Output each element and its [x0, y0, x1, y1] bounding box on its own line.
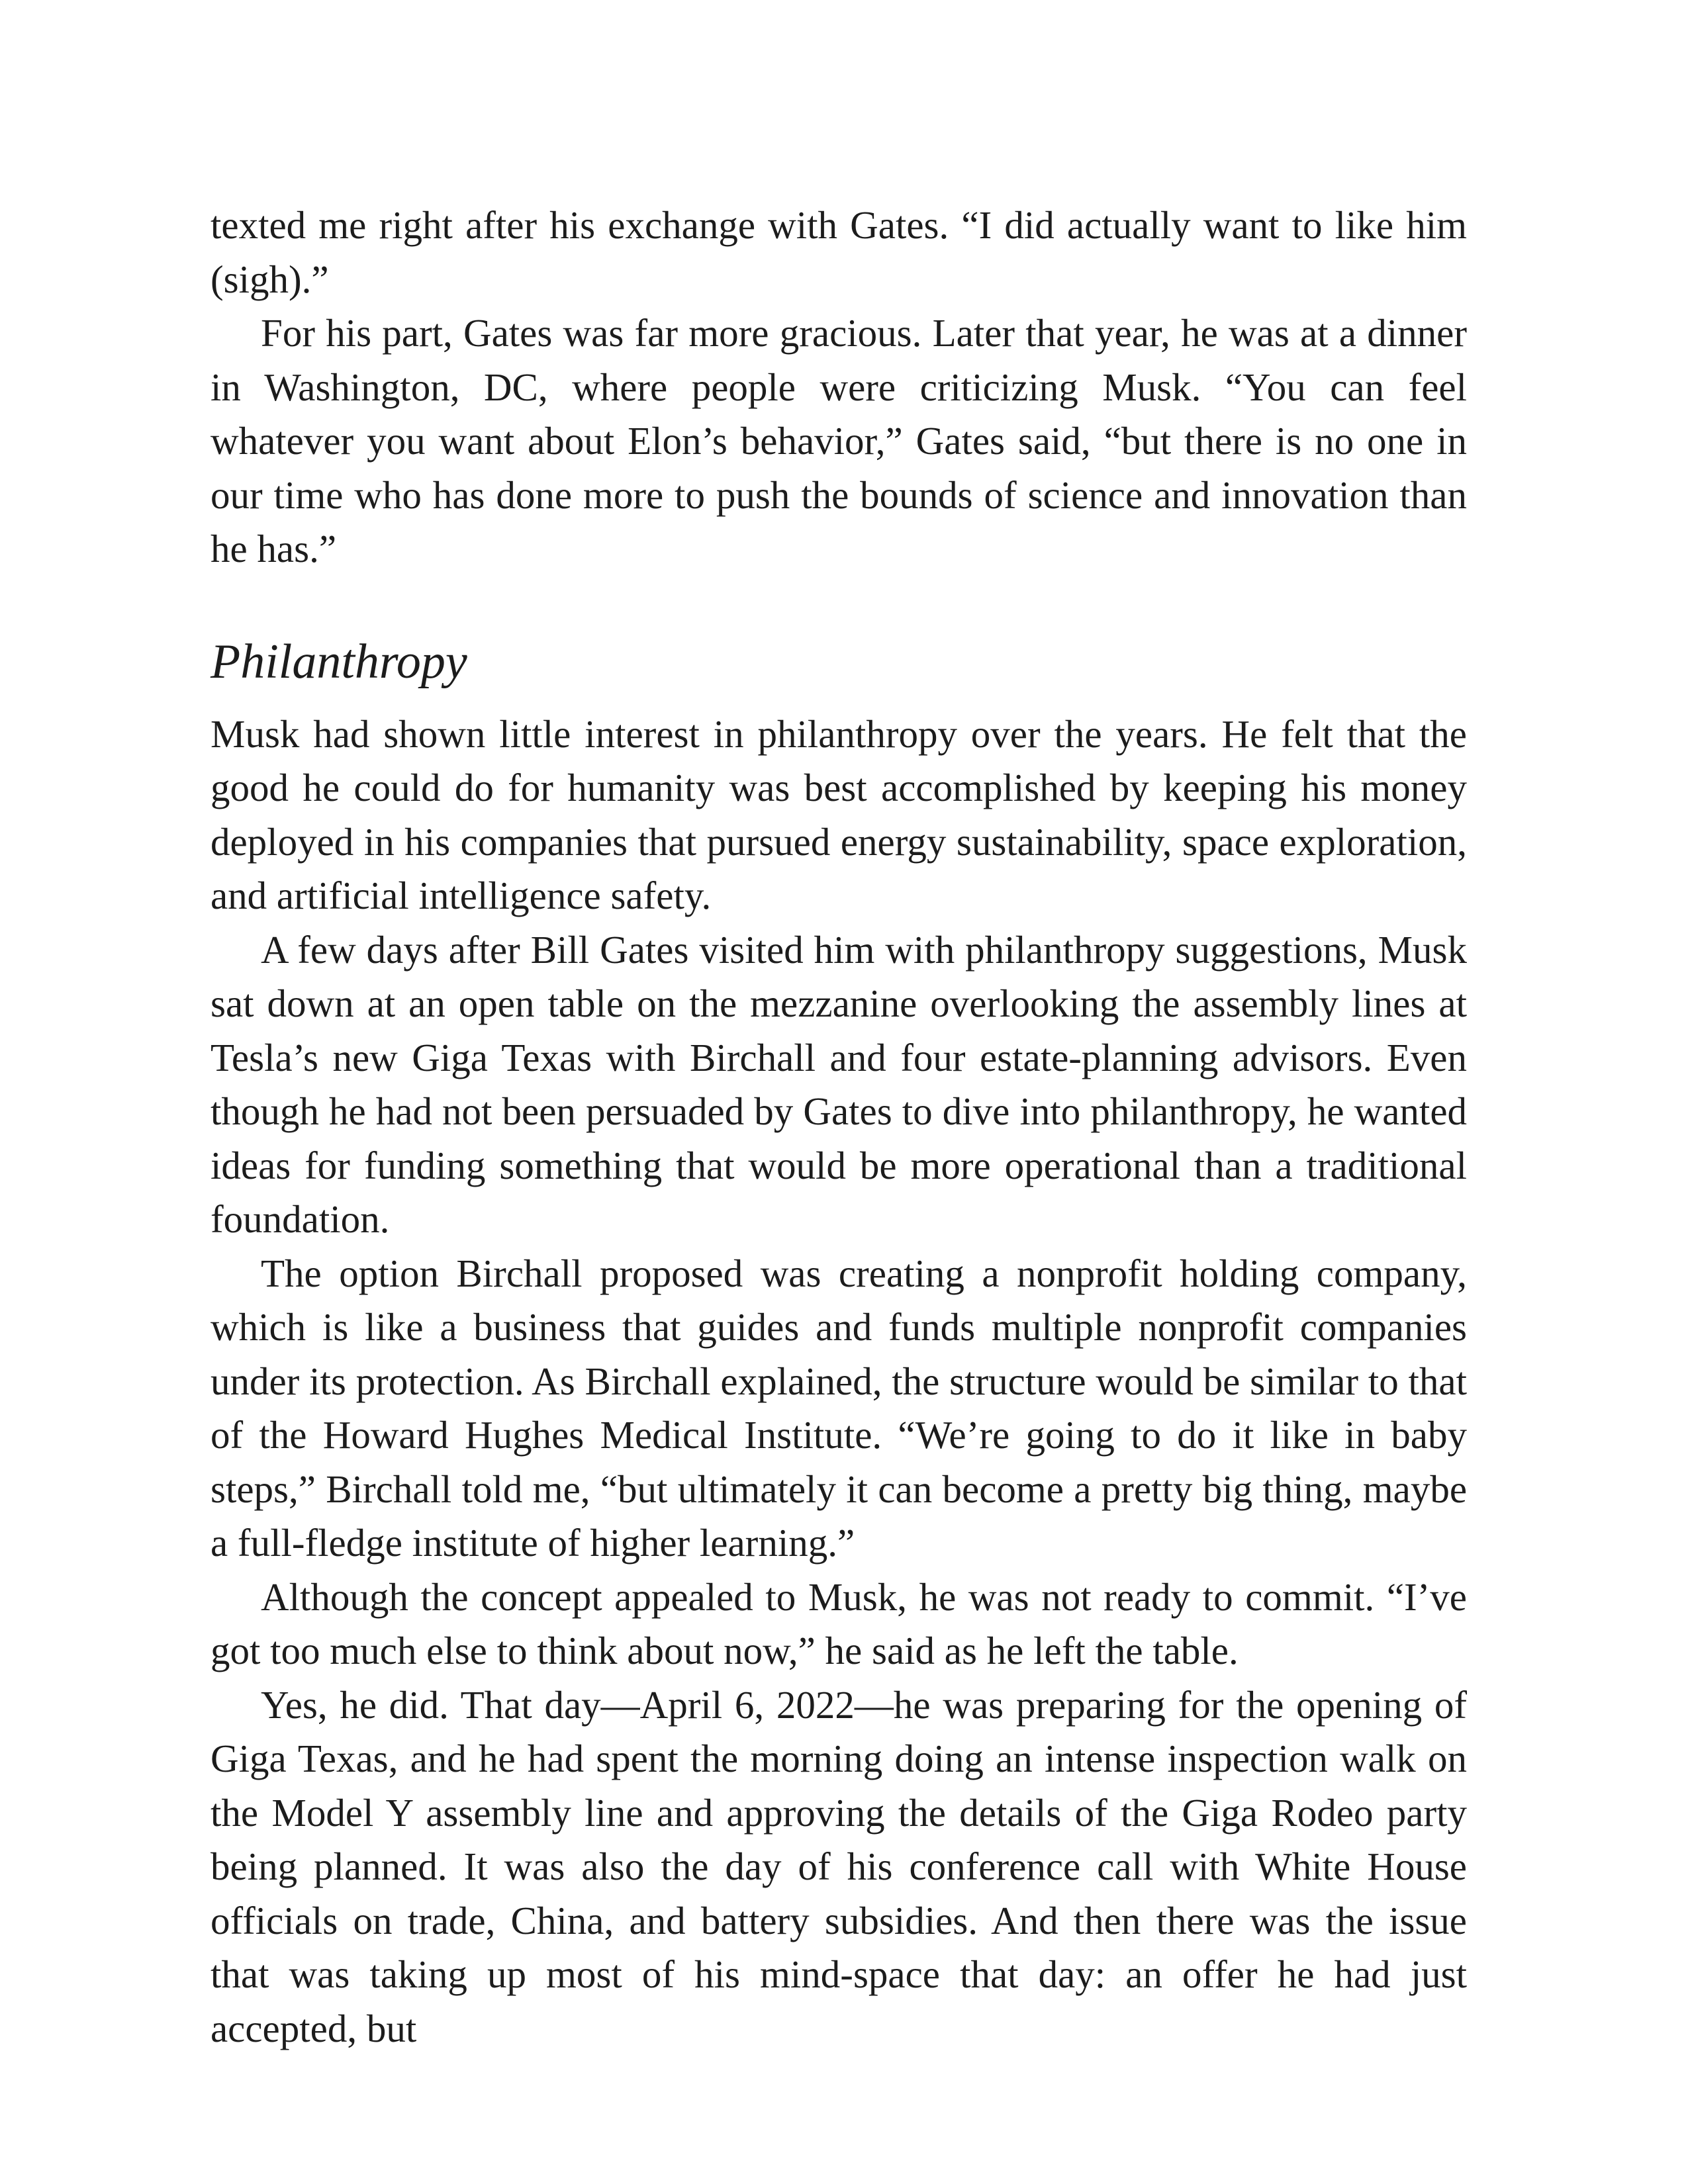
paragraph-yes: Yes, he did. That day—April 6, 2022—he was preparing for the opening of Giga Texas, and he had spent the morning doing an intense inspection walk on the Model Y assembly line and approving the details of the Giga Rodeo party being planned. It was also the day of his conference call with White House officials on trade, China, and battery subsidies. And then there was the issue that was taking up most of his mind-space that day: an offer he had just accepted, but: [211, 1682, 1467, 2050]
paragraph-continued: texted me right after his exchange with Gates. “I did actually want to like him (sigh).”: [211, 203, 1467, 301]
section-heading-block: [211, 632, 1467, 692]
book-page: [211, 199, 1467, 2056]
paragraph-little-interest: Musk had shown little interest in philanthropy over the years. He felt that the good he could do for humanity was best accomplished by keeping his money deployed in his companies that pursued energy sustainability, space exploration, and artificial intelligence safety.: [211, 711, 1467, 917]
paragraph-few-days: A few days after Bill Gates visited him with philanthropy suggestions, Musk sat down at an open table on the mezzanine overlooking the assembly lines at Tesla’s new Giga Texas with Birchall and four estate-planning advisors. Even though he had not been persuaded by Gates to dive into philanthropy, he wanted ideas for funding something that would be more operational than a traditional foundation.: [211, 927, 1467, 1241]
section-heading: Philanthropy: [211, 634, 467, 689]
paragraph-option: The option Birchall proposed was creating a nonprofit holding company, which is like a business that guides and funds multiple nonprofit companies under its protection. As Birchall explained, the structure would be similar to that of the Howard Hughes Medical Institute. “We’re going to do it like in baby steps,” Birchall told me, “but ultimately it can become a pretty big thing, maybe a full-fledge institute of higher learning.”: [211, 1251, 1467, 1565]
paragraph-gates-gracious: For his part, Gates was far more gracious. Later that year, he was at a dinner in Washington, DC, where people were criticizing Musk. “You can feel whatever you want about Elon’s behavior,” Gates said, “but there is no one in our time who has done more to push the bounds of science and innovation than he has.”: [211, 311, 1467, 570]
paragraph-although: Although the concept appealed to Musk, he was not ready to commit. “I’ve got too much else to think about now,” he said as he left the table.: [211, 1574, 1467, 1672]
